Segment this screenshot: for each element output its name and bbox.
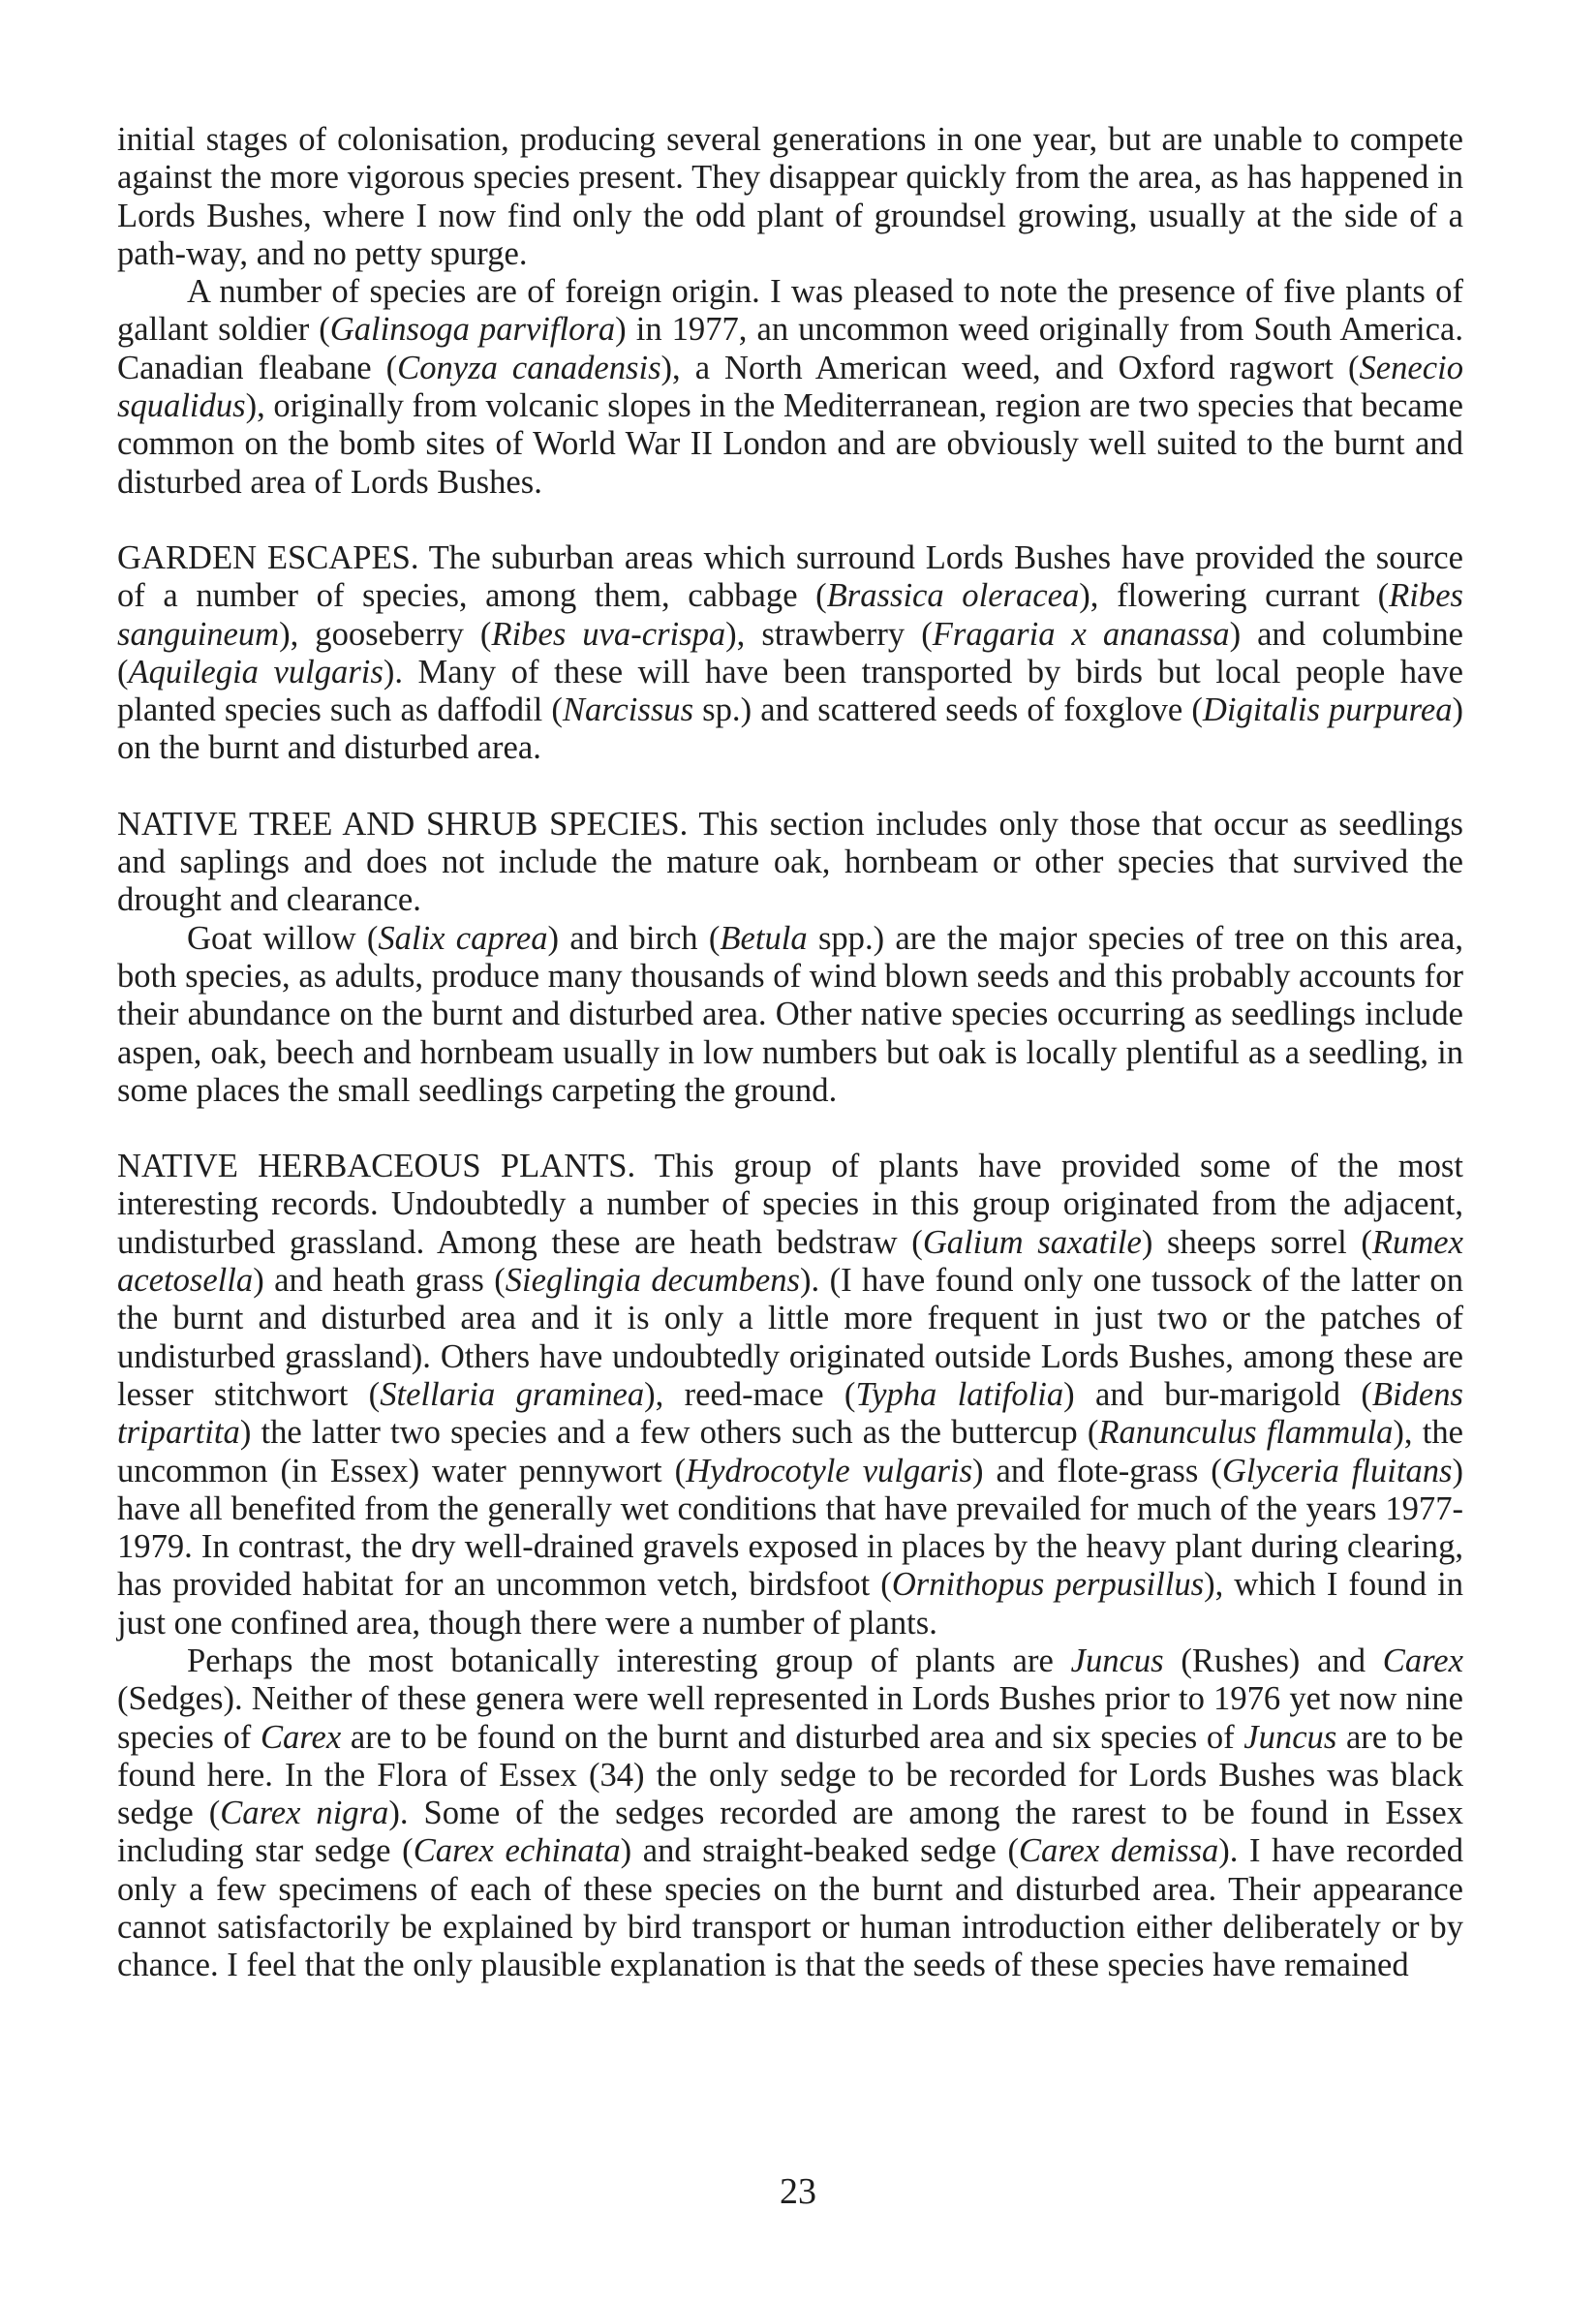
text-run: Goat willow ( xyxy=(187,919,379,957)
text-run: ), which I found in just one confined area, though there were a number of plants. xyxy=(117,1566,1463,1642)
species-name: Ornithopus perpusillus xyxy=(891,1566,1205,1604)
paragraph-gap xyxy=(117,768,1463,806)
species-name: Glyceria fluitans xyxy=(1221,1452,1453,1489)
species-name: Sieglingia decumbens xyxy=(505,1262,800,1300)
text-run: ) on the burnt and disturbed area. xyxy=(117,691,1463,767)
text-run: sp.) and scattered seeds of foxglove ( xyxy=(693,691,1203,729)
species-name: Juncus xyxy=(1070,1642,1164,1679)
text-run: ). Some of the sedges recorded are among the rarest to be found in Essex including star sedge ( xyxy=(117,1795,1464,1870)
species-name: Betula xyxy=(720,919,808,957)
species-name: Carex nigra xyxy=(220,1795,389,1832)
species-name: Digitalis purpurea xyxy=(1202,691,1453,729)
species-name: Aquilegia vulgaris xyxy=(128,653,384,691)
text-run: are to be found here. In the Flora of Essex (34) the only sedge to be recorded for Lords Bushes was black sedge ( xyxy=(117,1718,1464,1832)
text-run: ) and birch ( xyxy=(547,919,721,957)
text-run: A number of species are of foreign origin. I was pleased to note the presence of five plants of gallant soldier ( xyxy=(117,273,1463,349)
text-run: ). I have recorded only a few specimens of each of these species on the burnt and disturbed area. Their appearance cannot satisfactorily be explained by bird transport or human introduction either deliberately or by chance. I feel that the only plausible explanation is that the seeds of these species have remained xyxy=(117,1832,1464,1984)
text-run: (Rushes) and xyxy=(1163,1642,1383,1679)
species-name: Fragaria x ananassa xyxy=(932,615,1230,653)
paragraph-gap xyxy=(117,502,1463,539)
paragraph-p5 xyxy=(117,920,1463,1110)
species-name: Rumex acetosella xyxy=(117,1223,1463,1300)
text-run: ), the uncommon (in Essex) water pennywort ( xyxy=(117,1414,1463,1489)
page-number: 23 xyxy=(780,2171,816,2212)
text-run: initial stages of colonisation, producing several generations in one year, but are unable to compete against the more vigorous species present. They disappear quickly from the area, as has happened in Lords Bushes, where I now find only the odd plant of groundsel growing, usually at the side of a path-way, and no petty spurge. xyxy=(117,121,1463,272)
text-run: ) the latter two species and a few others such as the buttercup ( xyxy=(239,1414,1099,1452)
text-run: ) in 1977, an uncommon weed originally from South America. Canadian fleabane ( xyxy=(117,311,1463,386)
species-name: Conyza canadensis xyxy=(397,349,661,386)
text-run: ) and columbine ( xyxy=(117,615,1463,691)
species-name: Salix caprea xyxy=(378,919,548,957)
species-name: Ranunculus flammula xyxy=(1098,1414,1394,1452)
species-name: Senecio squalidus xyxy=(117,349,1463,425)
text-run: NATIVE HERBACEOUS PLANTS. This group of plants have provided some of the most interesting records. Undoubtedly a number of species in this group originated from the adjacent, undisturbed grassland. Among these are heath bedstraw ( xyxy=(117,1148,1463,1261)
text-run: ) sheeps sorrel ( xyxy=(1141,1223,1372,1261)
species-name: Galinsoga parviflora xyxy=(329,311,616,349)
species-name: Narcissus xyxy=(562,691,694,729)
text-run: ), strawberry ( xyxy=(725,615,933,653)
paragraph-p4 xyxy=(117,806,1463,920)
species-name: Hydrocotyle vulgaris xyxy=(686,1452,973,1489)
species-name: Carex echinata xyxy=(413,1832,621,1870)
text-run: ) and heath grass ( xyxy=(253,1262,506,1300)
species-name: Typha latifolia xyxy=(855,1375,1064,1413)
paragraph-p2 xyxy=(117,273,1463,502)
text-run: ), flowering currant ( xyxy=(1079,577,1390,615)
text-run: ), gooseberry ( xyxy=(279,615,492,653)
text-run: ). Many of these will have been transported by birds but local people have planted species such as daffodil ( xyxy=(117,653,1463,729)
text-run: ), a North American weed, and Oxford ragwort ( xyxy=(660,349,1360,386)
text-run: ). (I have found only one tussock of the latter on the burnt and disturbed area and it is only a little more frequent in just two or the patches of undisturbed grassland). Others have undoubtedly originated outside Lords Bushes, among these are lesser stitchwort ( xyxy=(117,1262,1464,1413)
species-name: Carex demissa xyxy=(1018,1832,1219,1870)
body-text xyxy=(117,121,1463,1985)
paragraph-p7 xyxy=(117,1642,1463,1985)
text-run: ) and bur-marigold ( xyxy=(1063,1375,1372,1413)
paragraph-gap xyxy=(117,1110,1463,1148)
text-run: GARDEN ESCAPES. The suburban areas which surround Lords Bushes have provided the source of a number of species, among them, cabbage ( xyxy=(117,538,1463,615)
text-run: NATIVE TREE AND SHRUB SPECIES. This section includes only those that occur as seedlings and saplings and does not include the mature oak, hornbeam or other species that survived the drought and clearance. xyxy=(117,805,1463,919)
species-name: Galium saxatile xyxy=(922,1223,1142,1261)
species-name: Carex xyxy=(260,1718,342,1756)
text-run: ) have all benefited from the generally wet conditions that have prevailed for much of the years 1977-1979. In contrast, the dry well-drained gravels exposed in places by the heavy plant during clearing, has provided habitat for an uncommon vetch, birdsfoot ( xyxy=(117,1452,1464,1604)
species-name: Carex xyxy=(1382,1642,1463,1679)
text-run: Perhaps the most botanically interesting group of plants are xyxy=(187,1642,1071,1679)
paragraph-p6 xyxy=(117,1148,1463,1642)
species-name: Juncus xyxy=(1243,1718,1337,1756)
text-run: ) and flote-grass ( xyxy=(972,1452,1222,1489)
species-name: Bidens tripartita xyxy=(117,1375,1463,1452)
species-name: Brassica oleracea xyxy=(826,577,1080,615)
species-name: Ribes sanguineum xyxy=(117,577,1463,653)
text-run: are to be found on the burnt and disturbed area and six species of xyxy=(341,1718,1244,1756)
species-name: Stellaria graminea xyxy=(380,1375,645,1413)
text-run: (Sedges). Neither of these genera were well represented in Lords Bushes prior to 1976 yet now nine species of xyxy=(117,1680,1463,1756)
paragraph-p3 xyxy=(117,539,1463,768)
text-run: ) and straight-beaked sedge ( xyxy=(620,1832,1019,1870)
text-run: ), reed-mace ( xyxy=(644,1375,856,1413)
text-run: ), originally from volcanic slopes in the Mediterranean, region are two species that became common on the bomb sites of World War II London and are obviously well suited to the burnt and disturbed area of Lords Bushes. xyxy=(117,387,1463,501)
text-run: spp.) are the major species of tree on this area, both species, as adults, produce many thousands of wind blown seeds and this probably accounts for their abundance on the burnt and disturbed area. Other native species occurring as seedlings include aspen, oak, beech and hornbeam usually in low numbers but oak is locally plentiful as a seedling, in some places the small seedlings carpeting the ground. xyxy=(117,919,1463,1109)
species-name: Ribes uva-crispa xyxy=(491,615,726,653)
paragraph-p1 xyxy=(117,121,1463,273)
